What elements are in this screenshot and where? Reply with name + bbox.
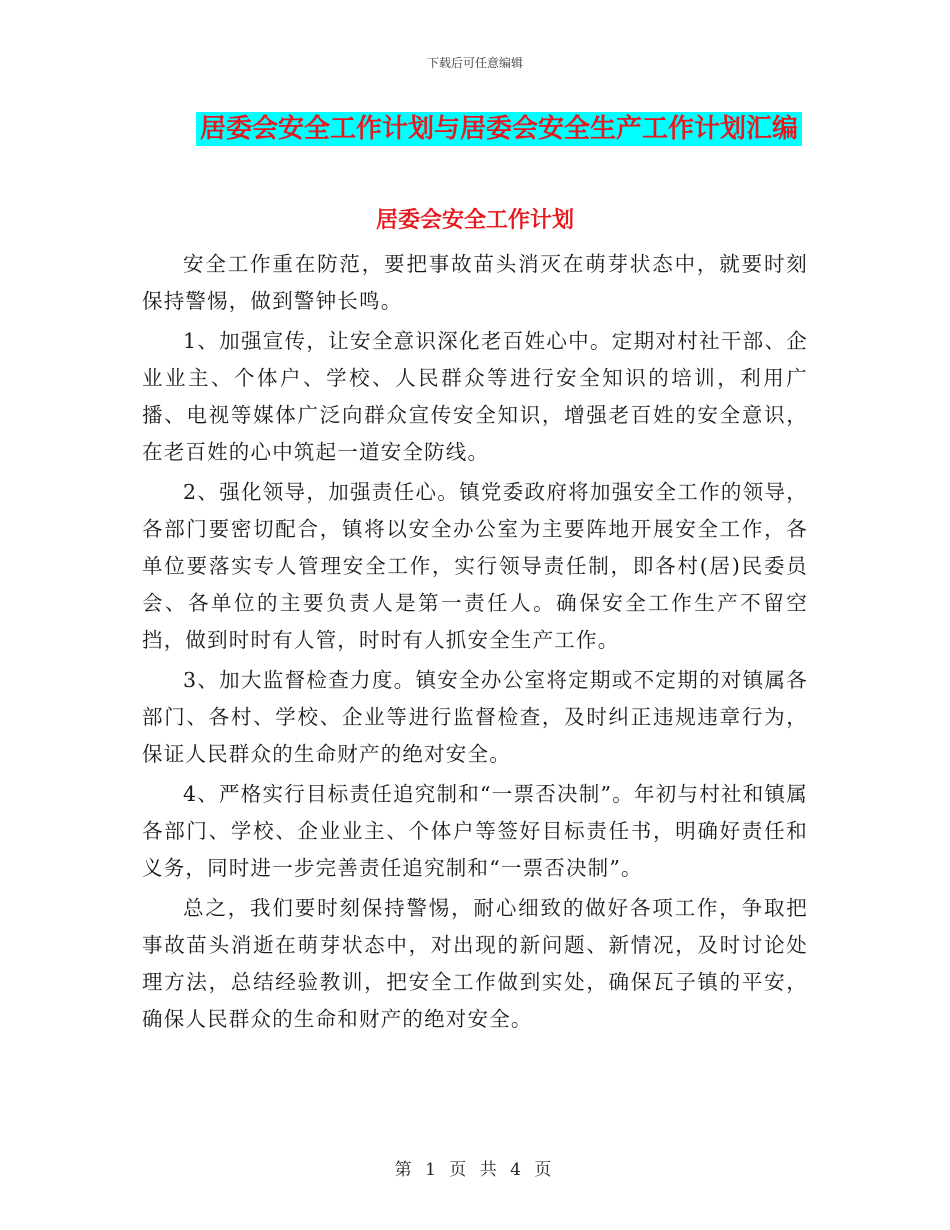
paragraph-summary: 总之，我们要时刻保持警惕，耐心细致的做好各项工作，争取把事故苗头消逝在萌芽状态中，对出现的新问题、新情况，及时讨论处理方法，总结经验教训，把安全工作做到实处，确保瓦子镇的平安，确保人民群众的生命和财产的绝对安全。 xyxy=(142,896,808,1031)
paragraph-2: 2、强化领导，加强责任心。镇党委政府将加强安全工作的领导，各部门要密切配合，镇将以安全办公室为主要阵地开展安全工作，各单位要落实专人管理安全工作，实行领导责任制，即各村(居)民委员会、各单位的主要负责人是第一责任人。确保安全工作生产不留空挡，做到时时有人管，时时有人抓安全生产工作。 xyxy=(142,480,808,652)
page-footer: 第 1 页 共 4 页 xyxy=(394,1160,556,1180)
document-body xyxy=(142,246,808,1041)
header-note: 下载后可任意编辑 xyxy=(426,56,523,70)
paragraph-1: 1、加强宣传，让安全意识深化老百姓心中。定期对村社干部、企业业主、个体户、学校、人民群众等进行安全知识的培训，利用广播、电视等媒体广泛向群众宣传安全知识，增强老百姓的安全意识，在老百姓的心中筑起一道安全防线。 xyxy=(142,329,808,464)
paragraph-intro: 安全工作重在防范，要把事故苗头消灭在萌芽状态中，就要时刻保持警惕，做到警钟长鸣。 xyxy=(142,252,808,313)
paragraph-3: 3、加大监督检查力度。镇安全办公室将定期或不定期的对镇属各部门、各村、学校、企业等进行监督检查，及时纠正违规违章行为，保证人民群众的生命财产的绝对安全。 xyxy=(142,668,808,766)
section-title: 居委会安全工作计划 xyxy=(375,208,574,233)
paragraph-4: 4、严格实行目标责任追究制和“一票否决制”。年初与村社和镇属各部门、学校、企业业主、个体户等签好目标责任书，明确好责任和义务，同时进一步完善责任追究制和“一票否决制”。 xyxy=(142,782,808,880)
document-title: 居委会安全工作计划与居委会安全生产工作计划汇编 xyxy=(199,114,798,144)
